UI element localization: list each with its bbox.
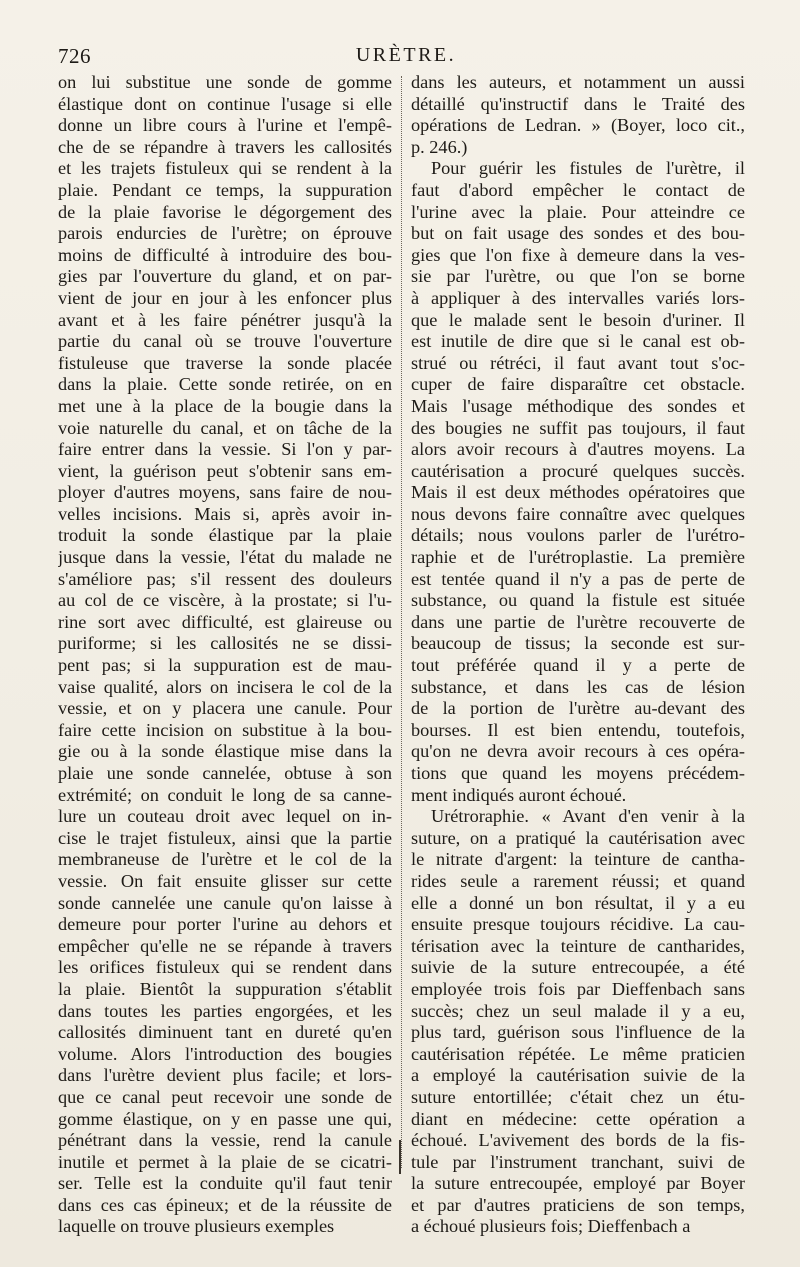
text-line: est inutile de dire que si le canal est ob-: [411, 331, 745, 352]
text-line: strué ou rétréci, il faut avant tout s'oc-: [411, 352, 745, 373]
text-line: dans les auteurs, et notamment un aussi: [411, 72, 745, 92]
text-line: Mais l'usage méthodique des sondes et: [411, 395, 745, 416]
text-line: dans une partie de l'urètre recouverte de: [411, 611, 745, 632]
text-line: et les trajets fistuleux qui se rendent à la: [58, 158, 392, 179]
text-line: a employé la cautérisation suivie de la: [411, 1065, 745, 1086]
text-line: Pour guérir les fistules de l'urètre, il: [431, 158, 745, 179]
text-line: rine sort avec difficulté, est glaireuse ou: [58, 611, 392, 632]
text-line: empêcher qu'elle ne se répande à travers: [58, 935, 392, 956]
text-line: térisation avec la teinture de cantharides,: [411, 935, 745, 956]
text-line: de la portion de l'urètre au-devant des: [411, 698, 745, 719]
text-line: cise le trajet fistuleux, ainsi que la partie: [58, 827, 392, 848]
text-line: laquelle on trouve plusieurs exemples: [58, 1216, 335, 1237]
text-line: inutile et permet à la plaie de se cicatri-: [58, 1151, 392, 1172]
text-line: met une à la place de la bougie dans la: [58, 395, 392, 416]
text-line: vessie. On fait ensuite glisser sur cette: [58, 870, 392, 891]
text-line: plaie une sonde cannelée, obtuse à son: [58, 763, 392, 783]
text-line: employée trois fois par Dieffenbach sans: [411, 978, 745, 999]
text-line: donne un libre cours à l'urine et l'empê-: [58, 115, 392, 136]
text-line: substance, et dans les cas de lésion: [411, 676, 745, 697]
column-divider-mark: [399, 1140, 405, 1174]
left-column: [58, 72, 392, 1238]
text-line: lure un couteau droit avec lequel on in-: [58, 806, 392, 827]
text-line: dans toutes les parties engorgées, et les: [58, 1000, 392, 1021]
text-line: che de se répandre à travers les callosités: [58, 136, 392, 157]
column-divider: [401, 76, 402, 1168]
text-line: moins de difficulté à introduire des bou-: [58, 244, 392, 265]
text-line: de la plaie favorise le dégorgement des: [58, 201, 392, 222]
text-line: Mais il est deux méthodes opératoires que: [411, 482, 745, 503]
text-line: sie par l'urètre, ou que l'on se borne: [411, 266, 745, 287]
text-line: voie naturelle du canal, et on tâche de la: [58, 417, 392, 438]
text-line: dans ces cas épineux; et de la réussite de: [58, 1194, 392, 1215]
text-line: a échoué plusieurs fois; Dieffenbach a: [411, 1216, 691, 1237]
text-line: velles incisions. Mais si, après avoir in-: [58, 503, 392, 524]
text-line: jusque dans la vessie, l'état du malade ne: [58, 547, 392, 568]
text-line: partie du canal où se trouve l'ouverture: [58, 331, 392, 352]
text-line: pénétrant dans la vessie, rend la canule: [58, 1130, 392, 1151]
text-line: cautérisation répétée. Le même praticien: [411, 1043, 745, 1064]
text-line: cautérisation a procuré quelques succès.: [411, 460, 745, 481]
text-line: membraneuse de l'urètre et le col de la: [58, 849, 392, 870]
text-line: ser. Telle est la conduite qu'il faut tenir: [58, 1173, 392, 1194]
text-line: faut d'abord empêcher le contact de: [411, 179, 745, 200]
text-line: qu'on ne devra avoir recours à ces opéra-: [411, 741, 745, 762]
text-line: vessie, et on y placera une canule. Pour: [58, 698, 392, 719]
text-line: on lui substitue une sonde de gomme: [58, 72, 392, 92]
text-line: ensuite presque toujours récidive. La cau-: [411, 914, 745, 935]
text-line: avant et à les faire pénétrer jusqu'à la: [58, 309, 392, 330]
text-line: détails; nous voulons parler de l'urétro-: [411, 525, 745, 546]
text-line: vaise qualité, alors on incisera le col de la: [58, 676, 392, 697]
text-line: plaie. Pendant ce temps, la suppuration: [58, 179, 392, 200]
text-line: faire cette incision on substitue à la bou-: [58, 719, 392, 740]
text-line: tout préférée quand il y a perte de: [411, 655, 745, 676]
text-line: tule par l'instrument tranchant, suivi de: [411, 1151, 745, 1172]
text-line: le nitrate d'argent: la teinture de cantha-: [411, 849, 745, 870]
text-line: but on fait usage des sondes et des bou-: [411, 223, 745, 244]
right-column: [411, 72, 745, 1238]
text-line: suture, on a pratiqué la cautérisation avec: [411, 827, 745, 848]
text-line: cuper de faire disparaître cet obstacle.: [411, 374, 745, 395]
text-line: diant en médecine: cette opération a: [411, 1108, 745, 1129]
text-line: nous devons faire connaître avec quelques: [411, 503, 745, 524]
text-line: callosités diminuent tant en dureté qu'en: [58, 1022, 392, 1043]
text-line: opérations de Ledran. » (Boyer, loco cit.,: [411, 115, 745, 136]
text-line: à appliquer à des intervalles variés lors-: [411, 287, 745, 308]
text-line: est tentée quand il n'y a pas de perte de: [411, 568, 745, 589]
text-line: dans la plaie. Cette sonde retirée, on en: [58, 374, 392, 395]
text-line: la plaie. Bientôt la suppuration s'établit: [58, 978, 392, 999]
text-line: gie ou à la sonde élastique mise dans la: [58, 741, 392, 762]
text-line: troduit la sonde élastique par la plaie: [58, 525, 392, 546]
text-line: que le malade sent le besoin d'uriner. Il: [411, 309, 745, 330]
text-line: p. 246.): [411, 136, 468, 157]
text-line: vient de jour en jour à les enfoncer plus: [58, 287, 392, 308]
text-line: pent pas; si la suppuration est de mau-: [58, 655, 392, 676]
text-line: alors avoir recours à d'autres moyens. La: [411, 439, 745, 460]
text-line: gies par l'ouverture du gland, et on par-: [58, 266, 392, 287]
text-line: substance, ou quand la fistule est située: [411, 590, 745, 611]
text-line: sonde cannelée une canule qu'on laisse à: [58, 892, 392, 913]
text-line: les orifices fistuleux qui se rendent dans: [58, 957, 392, 978]
text-line: suivie de la suture entrecoupée, a été: [411, 957, 745, 978]
running-head: URÈTRE.: [355, 44, 457, 66]
text-line: des bougies ne suffit pas toujours, il faut: [411, 417, 745, 438]
text-line: et par d'autres praticiens de son temps,: [411, 1194, 745, 1215]
text-line: parois endurcies de l'urètre; on éprouve: [58, 223, 392, 244]
text-line: élastique dont on continue l'usage si elle: [58, 93, 392, 114]
text-line: fistuleuse que traverse la sonde placée: [58, 352, 392, 373]
text-line: raphie et de l'urétroplastie. La première: [411, 547, 745, 568]
text-line: vient, la guérison peut s'obtenir sans em-: [58, 460, 392, 481]
text-line: au col de ce viscère, à la prostate; si l'u-: [58, 590, 392, 611]
text-line: ployer d'autres moyens, sans faire de nou-: [58, 482, 392, 503]
text-line: succès; chez un seul malade il y a eu,: [411, 1000, 745, 1021]
text-line: extrémité; on conduit le long de sa canne-: [58, 784, 392, 805]
text-line: l'urine avec la plaie. Pour atteindre ce: [411, 201, 745, 222]
text-line: rides seule a rarement réussi; et quand: [411, 870, 745, 891]
text-line: suture entortillée; c'était chez un étu-: [411, 1086, 745, 1107]
text-line: échoué. L'avivement des bords de la fis-: [411, 1130, 745, 1151]
text-line: gies que l'on fixe à demeure dans la ves-: [411, 244, 745, 265]
text-line: faire entrer dans la vessie. Si l'on y par-: [58, 439, 392, 460]
text-line: que ce canal peut recevoir une sonde de: [58, 1086, 392, 1107]
text-line: dans l'urètre devient plus facile; et lors-: [58, 1065, 392, 1086]
text-line: ment indiqués auront échoué.: [411, 784, 627, 805]
text-line: elle a donné un bon résultat, il y a eu: [411, 892, 745, 913]
text-line: puriforme; si les callosités ne se dissi-: [58, 633, 392, 654]
text-line: bourses. Il est bien entendu, toutefois,: [411, 719, 745, 740]
page-number: 726: [58, 44, 91, 68]
text-line: s'améliore pas; s'il ressent des douleurs: [58, 568, 392, 589]
text-line: volume. Alors l'introduction des bougies: [58, 1043, 392, 1064]
text-line: plus tard, guérison sous l'influence de la: [411, 1022, 745, 1043]
text-line: demeure pour porter l'urine au dehors et: [58, 914, 392, 935]
text-line: la suture entrecoupée, employé par Boyer: [411, 1173, 745, 1194]
text-line: tions que quand les moyens précédem-: [411, 763, 745, 783]
text-line: gomme élastique, on y en passe une qui,: [58, 1108, 392, 1129]
text-line: Urétroraphie. « Avant d'en venir à la: [431, 806, 745, 827]
text-line: beaucoup de tissus; la seconde est sur-: [411, 633, 745, 654]
text-line: détaillé qu'instructif dans le Traité des: [411, 93, 745, 114]
page-header: [58, 44, 754, 72]
